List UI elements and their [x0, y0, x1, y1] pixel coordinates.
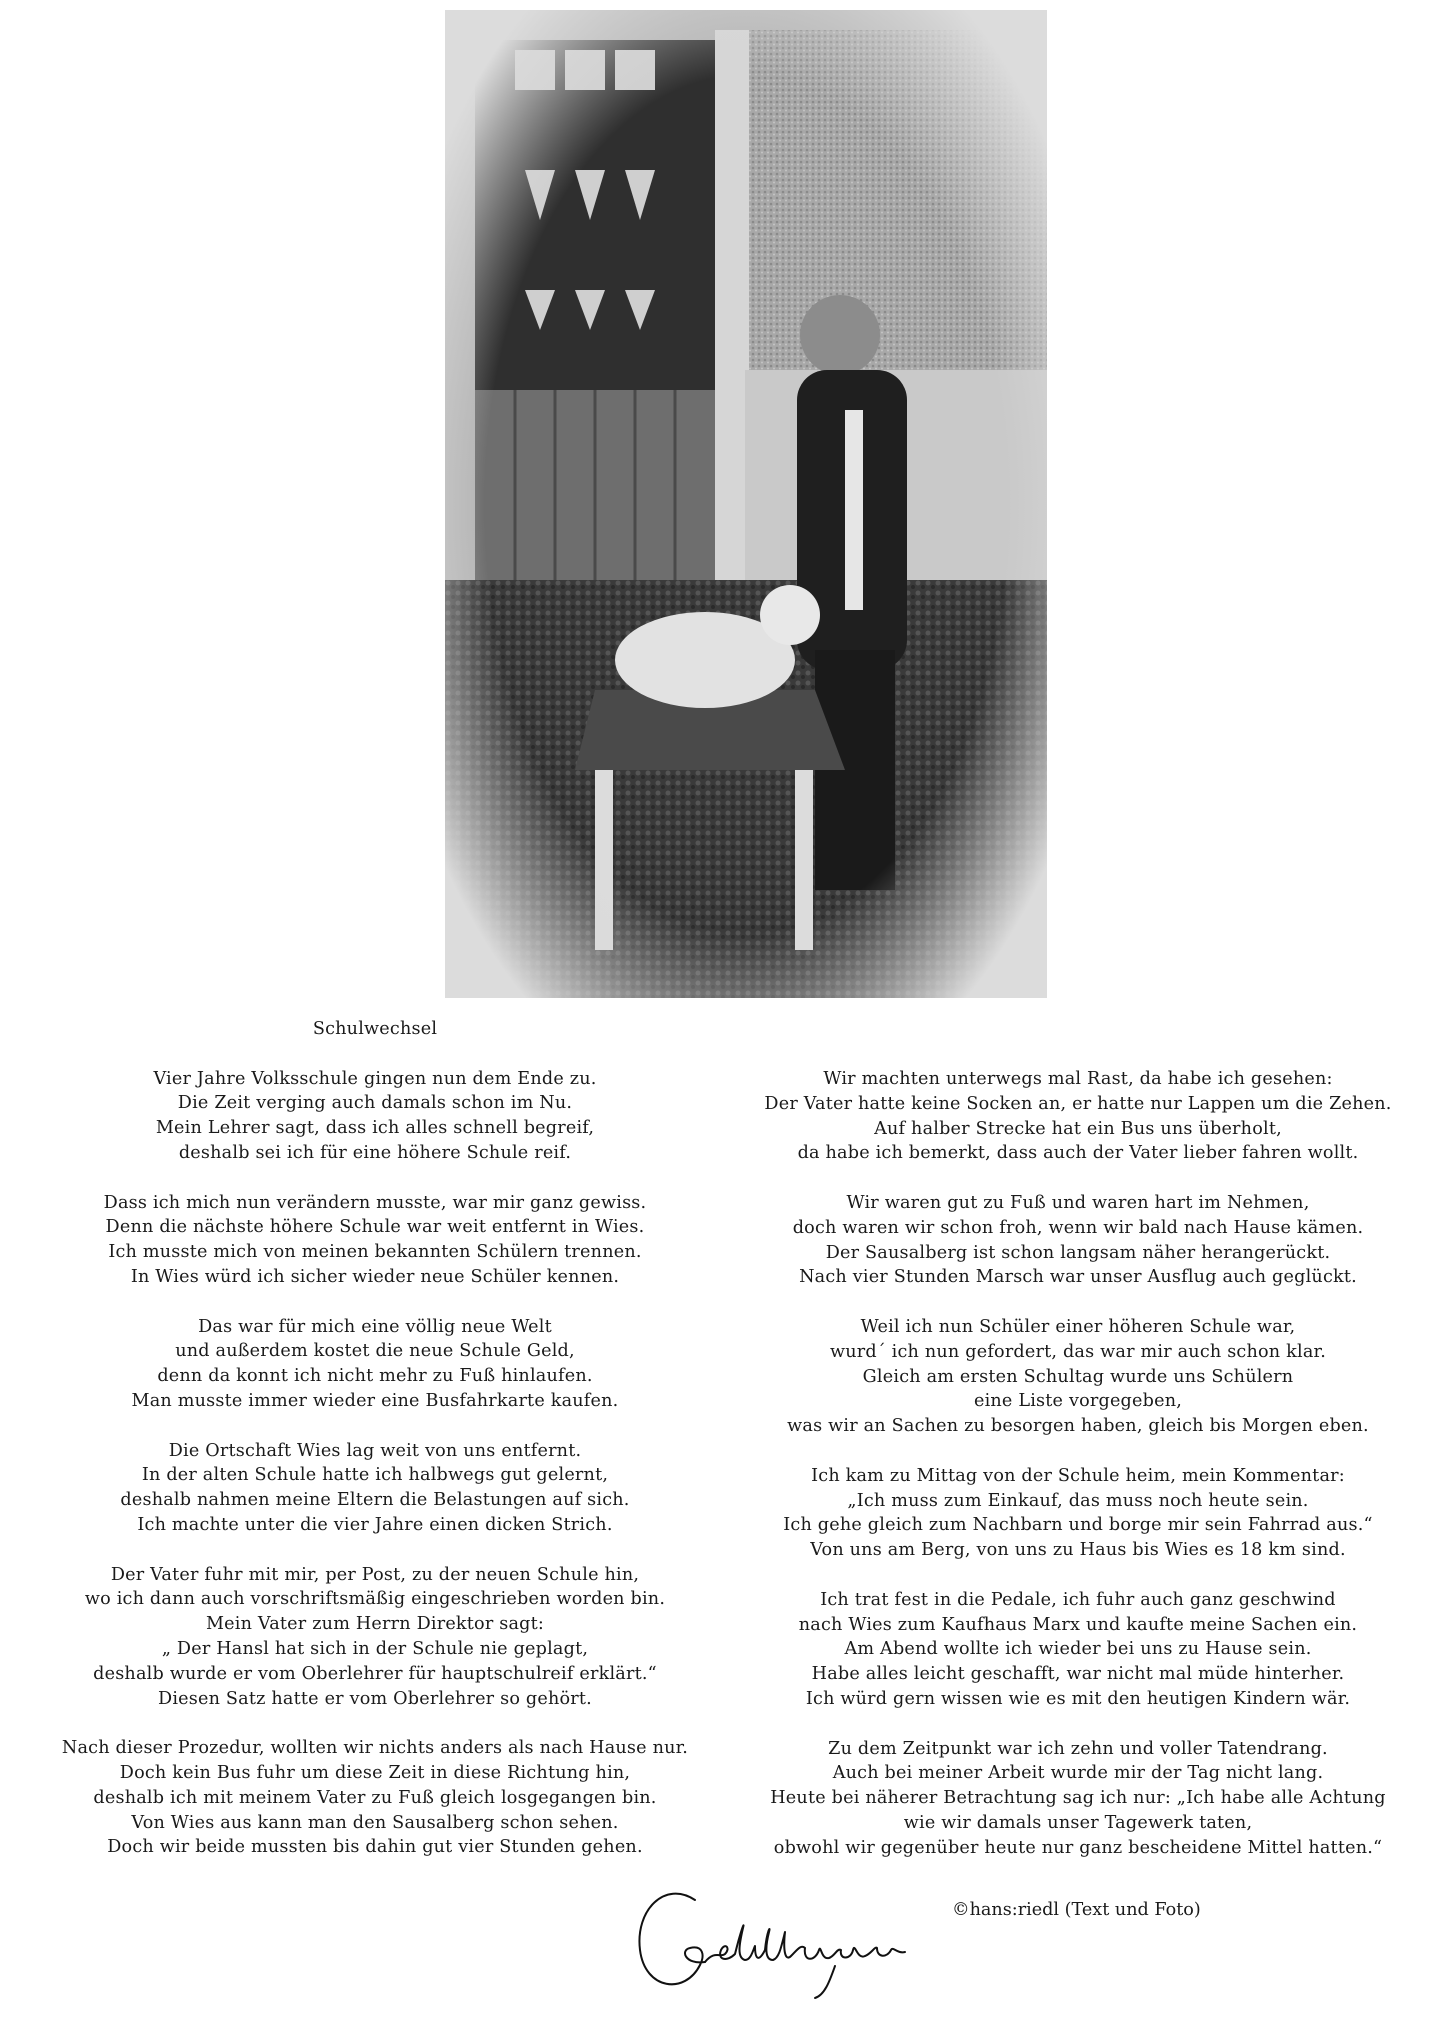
poem-line: Weil ich nun Schüler einer höheren Schule war, — [860, 1316, 1296, 1337]
poem-line: deshalb nahmen meine Eltern die Belastungen auf sich. — [120, 1490, 630, 1511]
poem-line: In der alten Schule hatte ich halbwegs gut gelernt, — [141, 1465, 609, 1486]
poem-line: Doch wir beide mussten bis dahin gut vier Stunden gehen. — [107, 1837, 643, 1858]
vintage-photo — [445, 10, 1047, 998]
poem-line: wo ich dann auch vorschriftsmäßig eingeschrieben worden bin. — [84, 1589, 666, 1610]
poem-line: deshalb sei ich für eine höhere Schule reif. — [178, 1142, 572, 1163]
poem-line: Auch bei meiner Arbeit wurde mir der Tag nicht lang. — [832, 1763, 1324, 1784]
poem-line: Heute bei näherer Betrachtung sag ich nur: „Ich habe alle Achtung — [770, 1788, 1386, 1809]
poem-line: Ich gehe gleich zum Nachbarn und borge mir sein Fahrrad aus.“ — [783, 1515, 1373, 1536]
poem-line: Man musste immer wieder eine Busfahrkarte kaufen. — [131, 1390, 619, 1411]
stanza — [20, 1315, 730, 1414]
poem-line: obwohl wir gegenüber heute nur ganz bescheidene Mittel hatten.“ — [773, 1837, 1383, 1858]
poem-line: was wir an Sachen zu besorgen haben, gleich bis Morgen eben. — [787, 1416, 1369, 1437]
poem-line: denn da konnt ich nicht mehr zu Fuß hinlaufen. — [157, 1366, 593, 1387]
copyright-credit: ©hans:riedl (Text und Foto) — [952, 1900, 1201, 1920]
poem-line: Nach dieser Prozedur, wollten wir nichts anders als nach Hause nur. — [61, 1738, 689, 1759]
poem-line: Denn die nächste höhere Schule war weit entfernt in Wies. — [105, 1217, 645, 1238]
poem-line: deshalb ich mit meinem Vater zu Fuß gleich losgegangen bin. — [93, 1787, 657, 1808]
stanza — [738, 1191, 1418, 1290]
poem-line: Von uns am Berg, von uns zu Haus bis Wies es 18 km sind. — [810, 1540, 1346, 1561]
stanza — [738, 1464, 1418, 1563]
poem-line: nach Wies zum Kaufhaus Marx und kaufte meine Sachen ein. — [798, 1614, 1358, 1635]
poem-line: Ich musste mich von meinen bekannten Schülern trennen. — [108, 1242, 642, 1263]
poem-line: Mein Lehrer sagt, dass ich alles schnell begreif, — [155, 1118, 595, 1139]
poem-line: Ich kam zu Mittag von der Schule heim, mein Kommentar: — [811, 1465, 1345, 1486]
poem-line: Gleich am ersten Schultag wurde uns Schülern — [862, 1366, 1294, 1387]
stanza — [738, 1067, 1418, 1166]
poem-line: eine Liste vorgegeben, — [973, 1391, 1183, 1412]
poem-line: Der Sausalberg ist schon langsam näher herangerückt. — [825, 1242, 1331, 1263]
poem-line: Das war für mich eine völlig neue Welt — [198, 1316, 552, 1337]
poem-line: Ich würd gern wissen wie es mit den heutigen Kindern wär. — [805, 1688, 1351, 1709]
poem-left-column — [20, 1017, 730, 1885]
poem-line: Der Vater hatte keine Socken an, er hatte nur Lappen um die Zehen. — [764, 1093, 1392, 1114]
poem-line: Ich machte unter die vier Jahre einen dicken Strich. — [137, 1514, 613, 1535]
stanza — [20, 1439, 730, 1538]
poem-line: Ich trat fest in die Pedale, ich fuhr auch ganz geschwind — [820, 1589, 1336, 1610]
poem-line: da habe ich bemerkt, dass auch der Vater lieber fahren wollt. — [797, 1143, 1359, 1164]
poem-line: Diesen Satz hatte er vom Oberlehrer so gehört. — [158, 1688, 592, 1709]
poem-line: Die Zeit verging auch damals schon im Nu. — [177, 1093, 573, 1114]
poem-line: Wir waren gut zu Fuß und waren hart im Nehmen, — [846, 1192, 1310, 1213]
poem-line: Auf halber Strecke hat ein Bus uns überholt, — [874, 1118, 1282, 1139]
poem-line: Dass ich mich nun verändern musste, war mir ganz gewiss. — [103, 1192, 647, 1213]
stanza — [20, 1563, 730, 1712]
poem-line: In Wies würd ich sicher wieder neue Schüler kennen. — [130, 1266, 620, 1287]
poem-line: Die Ortschaft Wies lag weit von uns entfernt. — [168, 1440, 582, 1461]
poem-line: Habe alles leicht geschafft, war nicht mal müde hinterher. — [811, 1664, 1345, 1685]
poem-line: „ Der Hansl hat sich in der Schule nie geplagt, — [161, 1638, 589, 1659]
stanza — [738, 1737, 1418, 1861]
poem-line: Am Abend wollte ich wieder bei uns zu Hause sein. — [844, 1639, 1312, 1660]
poem-line: Doch kein Bus fuhr um diese Zeit in diese Richtung hin, — [119, 1762, 631, 1783]
stanza — [20, 1067, 730, 1166]
poem-line: Nach vier Stunden Marsch war unser Ausflug auch geglückt. — [799, 1267, 1357, 1288]
poem-line: „Ich muss zum Einkauf, das muss noch heute sein. — [847, 1490, 1309, 1511]
poem-line: wurd´ ich nun gefordert, das war mir auch schon klar. — [830, 1341, 1326, 1362]
stanza — [738, 1588, 1418, 1712]
poem-line: doch waren wir schon froh, wenn wir bald nach Hause kämen. — [792, 1217, 1364, 1238]
stanza — [20, 1736, 730, 1860]
poem-line: Wir machten unterwegs mal Rast, da habe ich gesehen: — [823, 1069, 1333, 1089]
stanza — [20, 1191, 730, 1290]
poem-right-column — [738, 1067, 1418, 1885]
poem-line: Vier Jahre Volksschule gingen nun dem Ende zu. — [153, 1068, 597, 1089]
poem-title: Schulwechsel — [312, 1019, 438, 1039]
stanza — [738, 1315, 1418, 1439]
poem-line: wie wir damals unser Tagewerk taten, — [903, 1812, 1253, 1833]
poem-line: deshalb wurde er vom Oberlehrer für hauptschulreif erklärt.“ — [93, 1663, 657, 1684]
poem-line: und außerdem kostet die neue Schule Geld, — [175, 1341, 575, 1362]
poem-line: Mein Vater zum Herrn Direktor sagt: — [205, 1614, 545, 1635]
poem-line: Der Vater fuhr mit mir, per Post, zu der neuen Schule hin, — [110, 1564, 640, 1585]
signature-logo — [625, 1870, 925, 2010]
poem-line: Von Wies aus kann man den Sausalberg schon sehen. — [131, 1812, 619, 1833]
poem-line: Zu dem Zeitpunkt war ich zehn und voller Tatendrang. — [828, 1738, 1328, 1759]
